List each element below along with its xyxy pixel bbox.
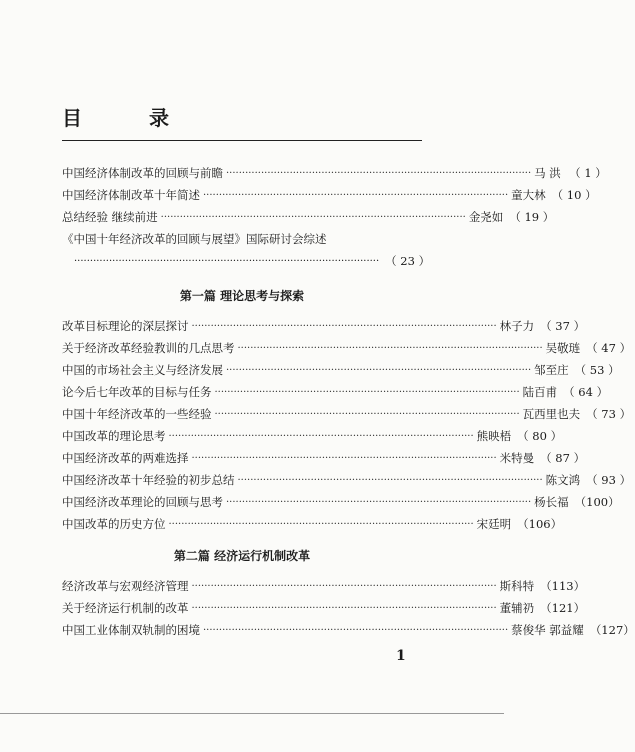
entry-author: 陈文鸿 [545,473,581,487]
toc-entry[interactable] [62,492,620,512]
entry-author: 林子力 [499,319,535,333]
entry-page: （ 23 ） [385,254,431,268]
entry-title: 中国的市场社会主义与经济发展 [62,363,223,377]
dot-leader: ································································································ [191,320,497,332]
toc-entry[interactable] [62,382,609,402]
entry-page: （ 53 ） [574,363,620,377]
toc-entry[interactable] [62,207,555,227]
dot-leader: ································································································ [191,602,497,614]
dot-leader: ································································································ [214,386,520,398]
entry-page: （121） [540,601,586,615]
entry-page: （ 93 ） [586,473,632,487]
entry-author: 童大林 [511,188,546,202]
toc-entry[interactable] [62,448,586,468]
section-heading: 第一篇 理论思考与探索 [179,289,305,303]
dot-leader: ································································································ [226,167,532,179]
dot-leader: ································································································ [226,364,532,376]
toc-entry[interactable] [62,404,632,424]
entry-title: 关于经济运行机制的改革 [62,601,189,615]
dot-leader: ································································································ [191,452,497,464]
entry-page: （ 73 ） [586,407,632,421]
dot-leader: ································································································ [203,189,509,201]
entry-page: （ 1 ） [569,166,607,180]
dot-leader: ································································································ [168,430,474,442]
title-rule [62,140,422,141]
entry-author: 吴敬琏 [545,341,581,355]
entry-title: 中国经济体制改革十年简述 [62,188,200,202]
toc-entry[interactable] [62,185,597,205]
entry-author: 杨长福 [534,495,569,509]
entry-title: 中国经济改革理论的回顾与思考 [62,495,223,509]
dot-leader: ································································································ [74,255,380,267]
entry-page: （ 47 ） [586,341,632,355]
entry-title: 总结经验 继续前进 [62,210,158,224]
toc-entry-special-page [74,251,431,271]
entry-title: 中国工业体制双轨制的困境 [62,623,200,637]
dot-leader: ································································································ [203,624,509,636]
entry-title: 经济改革与宏观经济管理 [62,579,189,593]
toc-entry[interactable] [62,360,620,380]
entry-title: 中国改革的理论思考 [62,429,166,443]
toc-entry[interactable] [62,514,563,534]
entry-title: 关于经济改革经验教训的几点思考 [62,341,235,355]
entry-author: 马 洪 [534,166,561,180]
page-number: 1 [396,648,406,664]
dot-leader: ································································································ [168,518,474,530]
entry-author: 邹至庄 [534,363,569,377]
entry-title: 中国经济改革的两难选择 [62,451,189,465]
entry-title: 中国改革的历史方位 [62,517,166,531]
entry-title: 中国十年经济改革的一些经验 [62,407,212,421]
entry-page: （106） [517,517,563,531]
entry-page: （ 37 ） [540,319,586,333]
dot-leader: ································································································ [191,580,497,592]
entry-title: 改革目标理论的深层探讨 [62,319,189,333]
page-title: 目 录 [62,106,199,130]
dot-leader: ································································································ [214,408,520,420]
dot-leader: ································································································ [237,342,543,354]
dot-leader: ································································································ [237,474,543,486]
toc-entry[interactable] [62,338,632,358]
entry-author: 陆百甫 [522,385,558,399]
entry-author: 董辅礽 [499,601,535,615]
entry-author: 宋廷明 [476,517,512,531]
toc-entry[interactable] [62,576,586,596]
toc-entry[interactable] [62,316,586,336]
dot-leader: ································································································ [226,496,532,508]
toc-entry[interactable] [62,470,632,490]
entry-page: （ 10 ） [551,188,597,202]
entry-author: 熊映梧 [476,429,512,443]
toc-entry-special-title[interactable] [62,229,422,249]
entry-title: 《中国十年经济改革的回顾与展望》国际研讨会综述 [62,232,327,246]
entry-page: （113） [540,579,586,593]
entry-author: 斯科特 [499,579,535,593]
section-heading: 第二篇 经济运行机制改革 [173,549,311,563]
toc-entry[interactable] [62,426,563,446]
entry-page: （ 80 ） [517,429,563,443]
bottom-rule [0,713,504,714]
entry-page: （100） [574,495,620,509]
entry-author: 蔡俊华 郭益耀 [511,623,584,637]
entry-author: 瓦西里也夫 [522,407,581,421]
toc-entry[interactable] [62,620,635,640]
toc-entry[interactable] [62,598,586,618]
entry-page: （ 64 ） [563,385,609,399]
dot-leader: ································································································ [160,211,466,223]
entry-page: （ 19 ） [509,210,555,224]
entry-page: （127） [589,623,635,637]
entry-title: 论今后七年改革的目标与任务 [62,385,212,399]
entry-page: （ 87 ） [540,451,586,465]
toc-entry[interactable] [62,163,607,183]
entry-author: 金尧如 [468,210,504,224]
entry-author: 米特曼 [499,451,535,465]
entry-title: 中国经济体制改革的回顾与前瞻 [62,166,223,180]
entry-title: 中国经济改革十年经验的初步总结 [62,473,235,487]
